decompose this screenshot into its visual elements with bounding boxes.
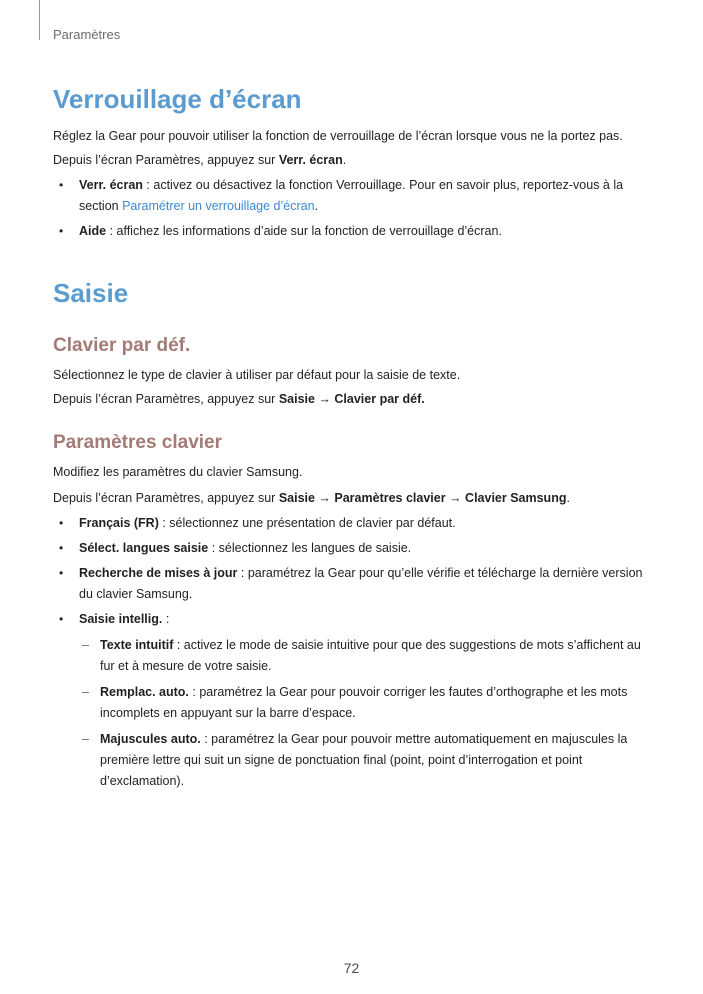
lock-path-prefix: Depuis l’écran Paramètres, appuyez sur [53,153,279,167]
bullet-icon: • [59,516,64,530]
item-term: Aide [79,224,107,238]
list-item [53,513,653,534]
subsection-title-default-keyboard: Clavier par déf. [53,335,191,356]
lock-path-bold: Verr. écran [278,153,343,167]
default-kb-intro: Sélectionnez le type de clavier à utiliser par défaut pour la saisie de texte. [53,368,461,382]
lock-intro: Réglez la Gear pour pouvoir utiliser la fonction de verrouillage de l’écran lorsque vous ne la portez pas. [53,129,623,143]
item-term: Sélect. langues saisie [79,541,209,555]
kb-settings-path-suffix: . [566,491,570,505]
item-term: Français (FR) [79,516,159,530]
sublist-item [79,682,653,724]
header-rule [39,0,40,40]
kb-settings-intro: Modifiez les paramètres du clavier Samsung. [53,465,303,479]
item-text: : activez ou désactivez la fonction Verrouillage. Pour en savoir plus, reportez-vous à la section [79,178,624,213]
subitem-text: : paramétrez la Gear pour pouvoir mettre automatiquement en majuscules la première lettre qui suit un signe de ponctuation final (point, point d’interrogation et point d’exclamation). [100,732,628,788]
lock-path [53,150,653,171]
item-text: : paramétrez la Gear pour qu’elle vérifie et télécharge la dernière version du clavier Samsung. [79,566,643,601]
page-number: 72 [343,960,360,976]
list-item [53,609,653,792]
lock-path-suffix: . [342,153,347,167]
list-item [53,221,653,242]
item-text-end: . [314,199,319,213]
section-title-saisie: Saisie [53,278,129,308]
item-text: : affichez les informations d’aide sur la fonction de verrouillage d’écran. [106,224,502,238]
bullet-icon: • [59,224,64,238]
smart-input-sublist [79,635,653,792]
item-term: Recherche de mises à jour [79,566,238,580]
subitem-term: Texte intuitif [100,638,174,652]
item-text: : [162,612,170,626]
sublist-item [79,635,653,677]
cross-reference-link[interactable]: Paramétrer un verrouillage d’écran [122,199,315,213]
subsection-title-keyboard-settings: Paramètres clavier [53,432,223,453]
sublist-item [79,729,653,792]
bullet-icon: • [59,566,64,580]
subitem-text: : activez le mode de saisie intuitive pour que des suggestions de mots s’affichent au fur et à mesure de votre saisie. [100,638,641,673]
dash-icon: – [82,685,89,699]
item-text: : sélectionnez une présentation de clavier par défaut. [158,516,456,530]
bullet-icon: • [59,541,64,555]
item-term: Verr. écran [79,178,143,192]
dash-icon: – [82,638,89,652]
list-item [53,175,653,217]
default-kb-path-bold: Saisie → Clavier par déf. [278,392,425,406]
list-item [53,538,653,559]
bullet-icon: • [59,178,64,192]
item-text: : sélectionnez les langues de saisie. [208,541,412,555]
section-title-lock: Verrouillage d’écran [53,84,302,114]
item-term: Saisie intellig. [79,612,163,626]
running-header: Paramètres [53,27,121,42]
default-kb-path-prefix: Depuis l’écran Paramètres, appuyez sur [53,392,279,406]
kb-settings-path [53,488,653,509]
default-kb-path [53,389,653,410]
subitem-text: : paramétrez la Gear pour pouvoir corriger les fautes d’orthographe et les mots incomplets en appuyant sur la barre d’espace. [100,685,628,720]
dash-icon: – [82,732,89,746]
list-item [53,563,653,605]
page-content [53,80,653,792]
subitem-term: Remplac. auto. [100,685,189,699]
kb-settings-path-prefix: Depuis l’écran Paramètres, appuyez sur [53,491,279,505]
lock-options-list [53,175,653,242]
subitem-term: Majuscules auto. [100,732,201,746]
kb-settings-path-bold: Saisie → Paramètres clavier → Clavier Samsung [278,491,567,505]
kb-settings-list [53,513,653,792]
bullet-icon: • [59,612,64,626]
